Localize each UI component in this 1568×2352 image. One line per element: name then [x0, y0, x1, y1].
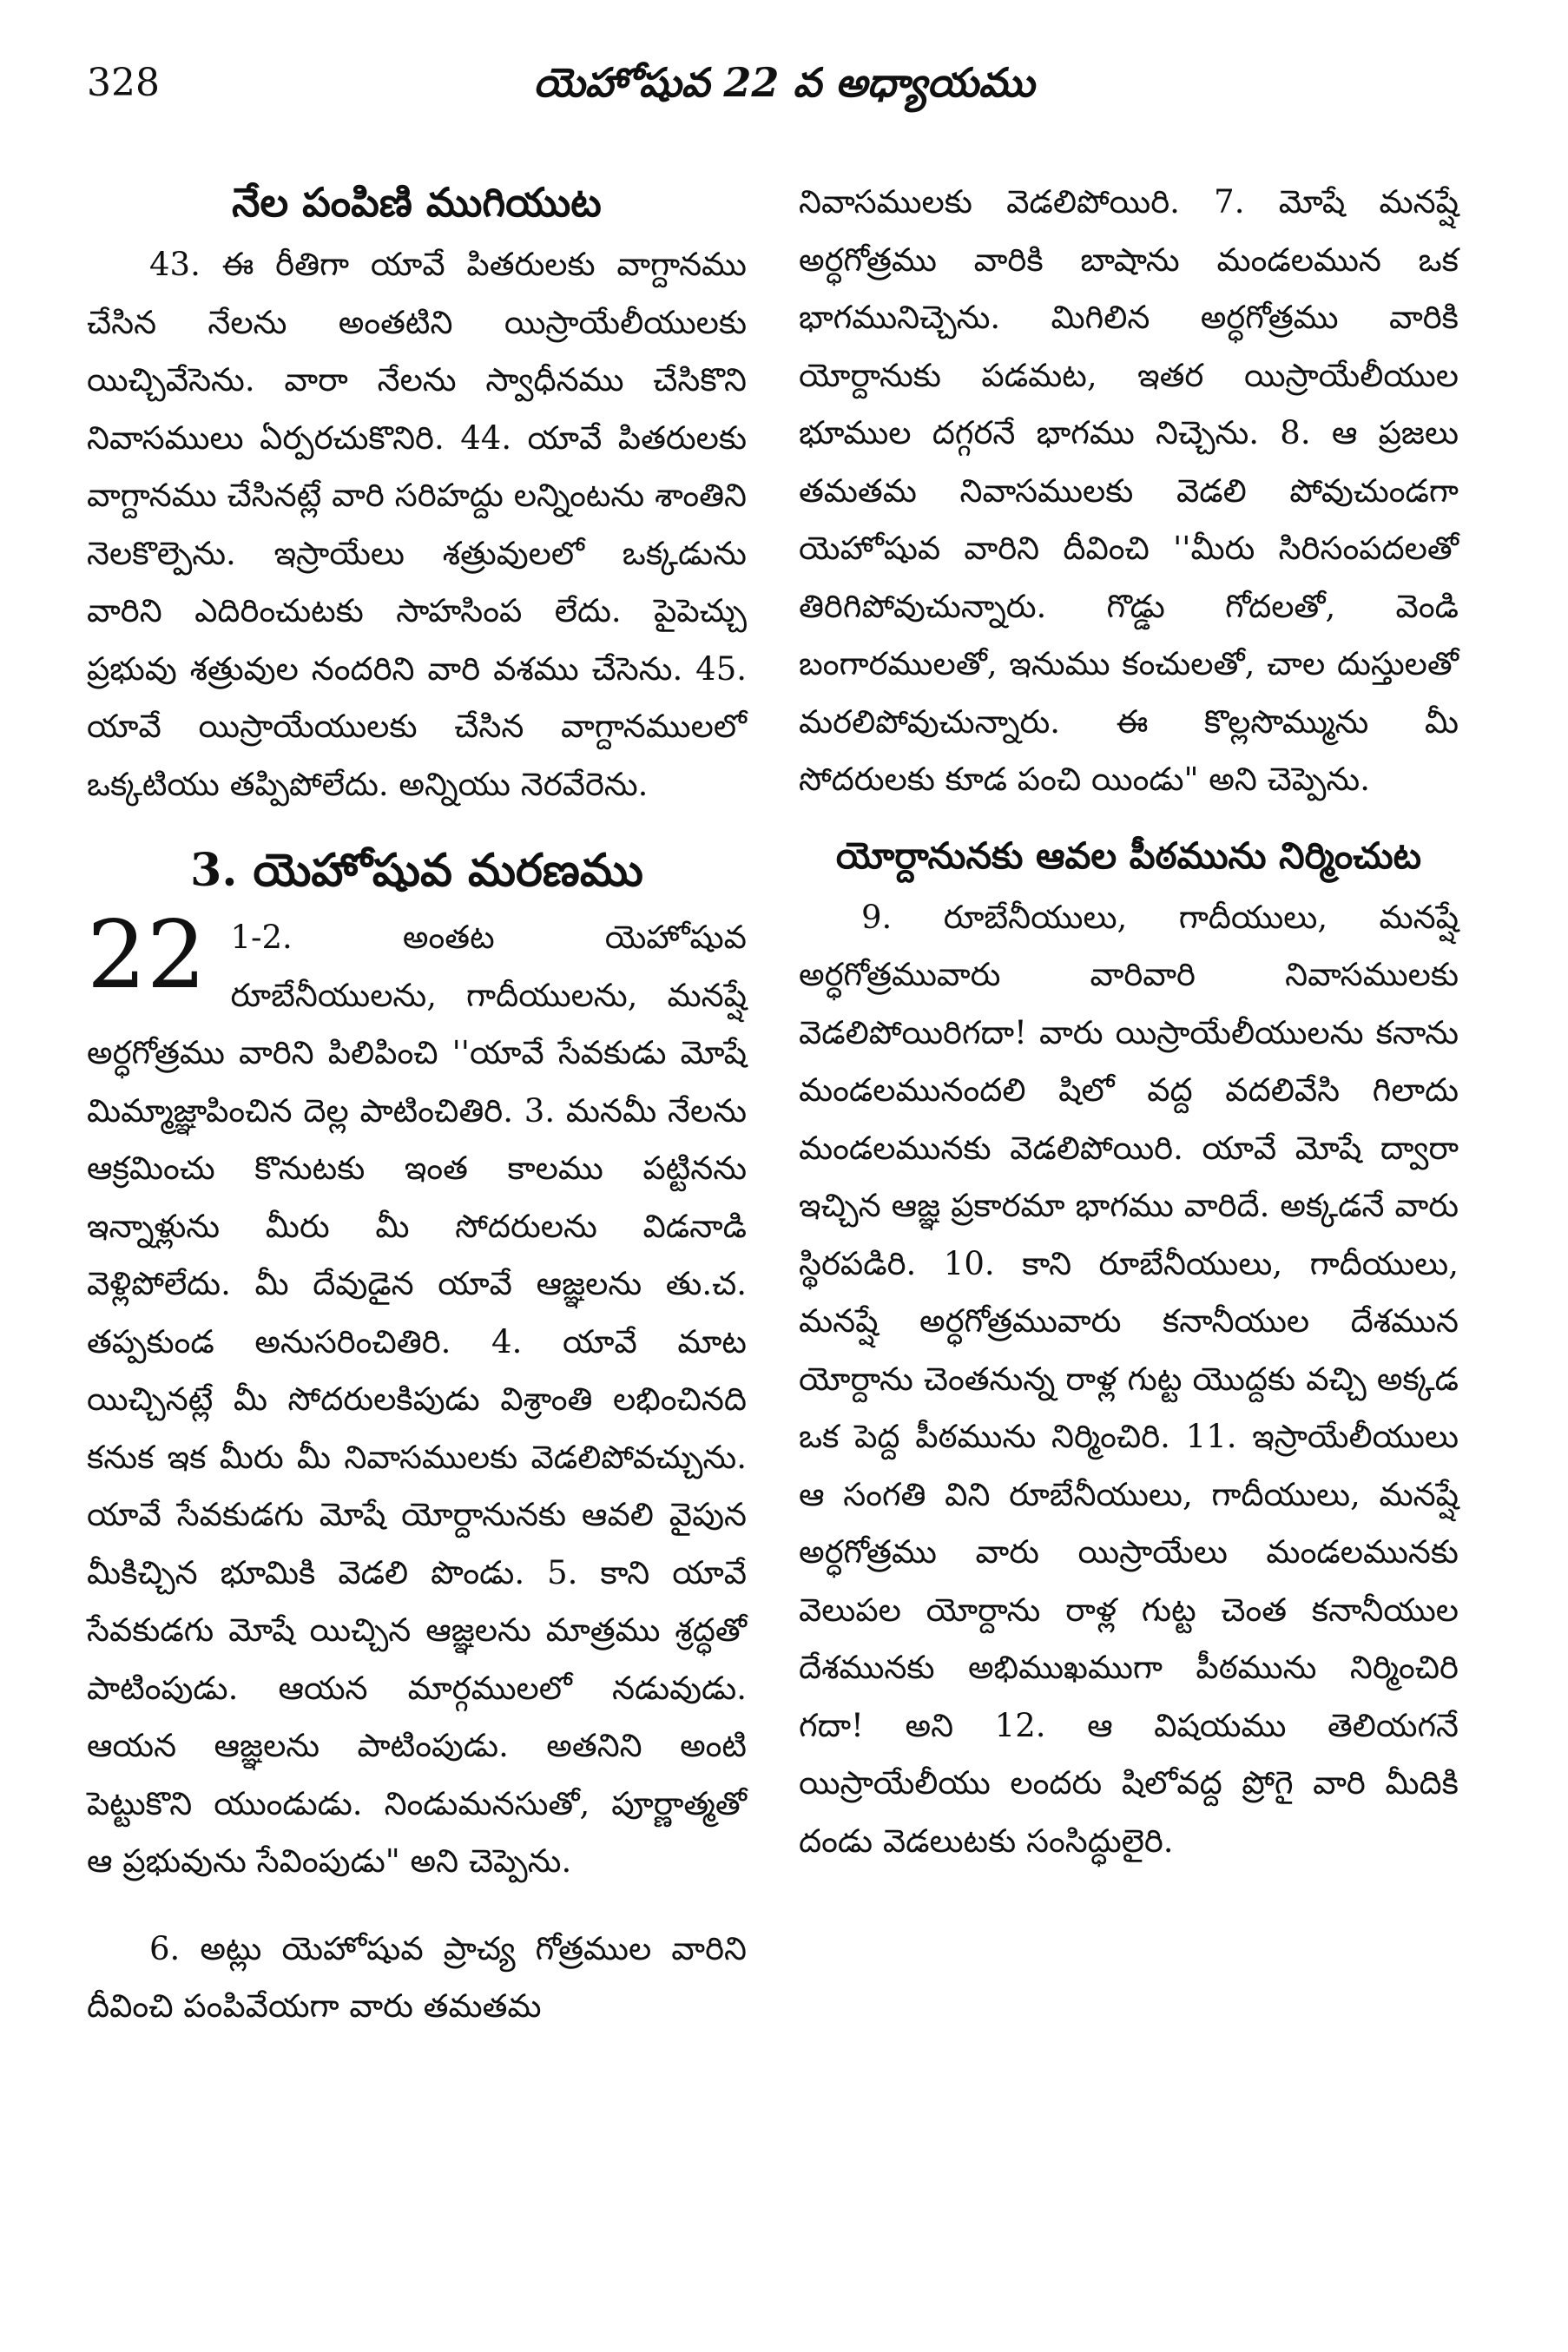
major-heading: 3. యెహోషువ మరణము — [190, 844, 643, 897]
left-column — [87, 174, 747, 2036]
page-header — [87, 50, 1481, 128]
running-title: యెహోషువ 22 వ అధ్యాయము — [533, 59, 1035, 106]
right-column — [799, 174, 1459, 1870]
body-paragraph: 43. ఈ రీతిగా యావే పితరులకు వాగ్దానము చేసిన నేలను అంతటిని యిస్రాయేలీయులకు యిచ్చివేసెను. వారా నేలను స్వాధీనము చేసికొని నివాసములు ఏర్పరచుకొనిరి. 44. యావే పితరులకు వాగ్దానము చేసినట్లే వారి సరిహద్దు లన్నింటను శాంతిని నెలకొల్పెను. ఇస్రాయేలు శత్రువులలో ఒక్కడును వారిని ఎదిరించుటకు సాహసింప లేదు. పైపెచ్చు ప్రభువు శత్రువుల నందరిని వారి వశము చేసెను. 45. యావే యిస్రాయేయులకు చేసిన వాగ్దానములలో ఒక్కటియు తప్పిపోలేదు. అన్నియు నెరవేరెను. — [87, 246, 747, 803]
body-paragraph: నివాసములకు వెడలిపోయిరి. 7. మోషే మనష్షే అర్ధగోత్రము వారికి బాషాను మండలమున ఒక భాగమునిచ్చెను. మిగిలిన అర్ధగోత్రము వారికి యోర్దానుకు పడమట, ఇతర యిస్రాయేలీయుల భూముల దగ్గరనే భాగము నిచ్చెను. 8. ఆ ప్రజలు తమతమ నివాసములకు వెడలి పోవుచుండగా యెహోషువ వారిని దీవించి ''మీరు సిరిసంపదలతో తిరిగిపోవుచున్నారు. గొడ్డు గోదలతో, వెండి బంగారములతో, ఇనుము కంచులతో, చాల దుస్తులతో మరలిపోవుచున్నారు. ఈ కొల్లసొమ్మును మీ సోదరులకు కూడ పంచి యిండు" అని చెప్పెను. — [799, 183, 1459, 798]
chapter-block — [87, 901, 747, 1891]
chapter-paragraph: 1-2. అంతట యెహోషువ రూబేనీయులను, గాదీయులను, మనష్షే అర్ధగోత్రము వారిని పిలిపించి ''యావే సేవకుడు మోషే మిమ్మాజ్ఞాపించిన దెల్ల పాటించితిరి. 3. మనమీ నేలను ఆక్రమించు కొనుటకు ఇంత కాలము పట్టినను ఇన్నాళ్లును మీరు మీ సోదరులను విడనాడి వెళ్లిపోలేదు. మీ దేవుడైన యావే ఆజ్ఞలను తు.చ. తప్పకుండ అనుసరించితిరి. 4. యావే మాట యిచ్చినట్లే మీ సోదరులకిపుడు విశ్రాంతి లభించినది కనుక ఇక మీరు మీ నివాసములకు వెడలిపోవచ్చును. యావే సేవకుడగు మోషే యోర్దానునకు ఆవలి వైపున మీకిచ్చిన భూమికి వెడలి పొండు. 5. కాని యావే సేవకుడగు మోషే యిచ్చిన ఆజ్ఞలను మాత్రము శ్రద్ధతో పాటింపుడు. ఆయన మార్గములలో నడువుడు. ఆయన ఆజ్ఞలను పాటింపుడు. అతనిని అంటి పెట్టుకొని యుండుడు. నిండుమనసుతో, పూర్ణాత్మతో ఆ ప్రభువును సేవింపుడు" అని చెప్పెను. — [87, 919, 747, 1880]
page-number: 328 — [87, 61, 160, 105]
body-paragraph: 6. అట్లు యెహోషువ ప్రాచ్య గోత్రముల వారిని దీవించి పంపివేయగా వారు తమతమ — [87, 1929, 747, 2025]
body-paragraph: 9. రూబేనీయులు, గాదీయులు, మనష్షే అర్ధగోత్రమువారు వారివారి నివాసములకు వెడలిపోయిరిగదా! వారు యిస్రాయేలీయులను కనాను మండలమునందలి షిలో వద్ద వదలివేసి గిలాదు మండలమునకు వెడలిపోయిరి. యావే మోషే ద్వారా ఇచ్చిన ఆజ్ఞ ప్రకారమా భాగము వారిదే. అక్కడనే వారు స్థిరపడిరి. 10. కాని రూబేనీయులు, గాదీయులు, మనష్షే అర్ధగోత్రమువారు కనానీయుల దేశమున యోర్దాను చెంతనున్న రాళ్ల గుట్ట యొద్దకు వచ్చి అక్కడ ఒక పెద్ద పీఠమును నిర్మించిరి. 11. ఇస్రాయేలీయులు ఆ సంగతి విని రూబేనీయులు, గాదీయులు, మనష్షే అర్ధగోత్రము వారు యిస్రాయేలు మండలమునకు వెలుపల యోర్దాను రాళ్ల గుట్ట చెంత కనానీయుల దేశమునకు అభిముఖముగా పీఠమును నిర్మించిరి గదా! అని 12. ఆ విషయము తెలియగనే యిస్రాయేలీయు లందరు షిలోవద్ద ప్రోగై వారి మీదికి దండు వెడలుటకు సంసిద్ధులైరి. — [799, 898, 1459, 1860]
section-heading: నేల పంపిణి ముగియుట — [232, 179, 602, 226]
sub-heading: యోర్దానునకు ఆవల పీఠమును నిర్మించుట — [835, 833, 1422, 877]
chapter-number: 22 — [87, 901, 207, 1010]
